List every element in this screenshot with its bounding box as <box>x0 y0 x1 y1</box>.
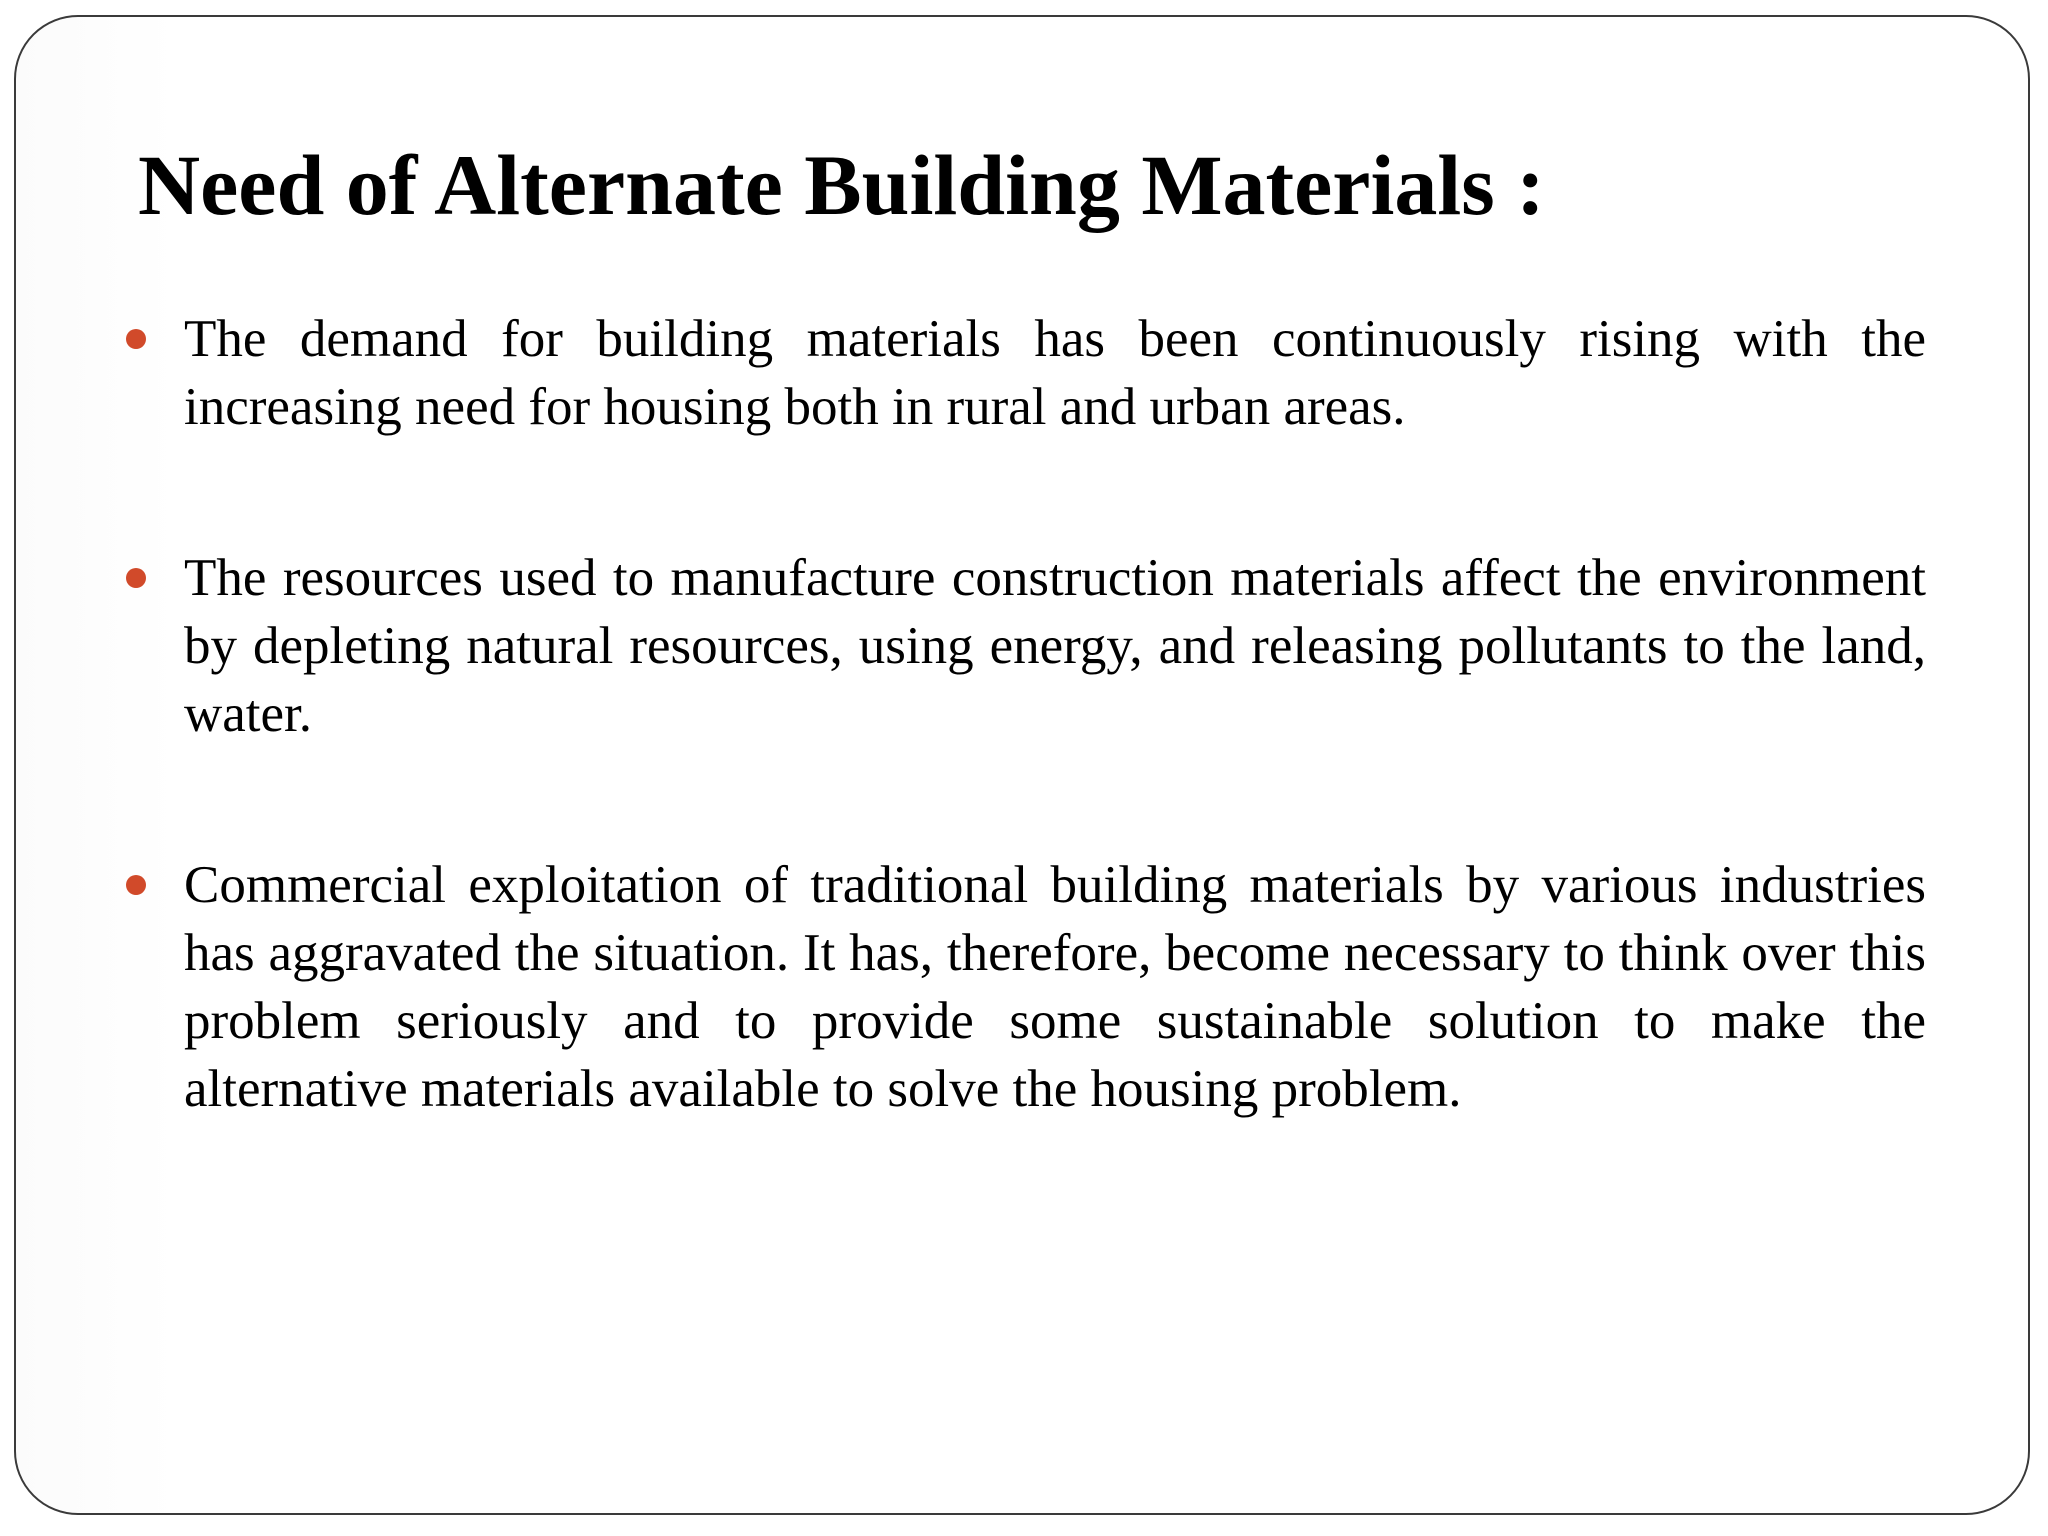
bullet-text: Commercial exploitation of traditional building materials by various industries has aggravated the situation. It has, therefore, become necessary to think over this problem seriously and to provide some sustainable solution to make the alternative materials available to solve the housing problem. <box>184 856 1926 1118</box>
bullet-text: The resources used to manufacture construction materials affect the environment by depleting natural resources, using energy, and releasing pollutants to the land, water. <box>184 549 1926 743</box>
slide-frame <box>14 15 2030 1515</box>
bullet-dot-icon <box>126 329 146 349</box>
bullet-dot-icon <box>126 875 146 895</box>
slide-title: Need of Alternate Building Materials : <box>138 137 1545 233</box>
bullet-item-commercial <box>120 851 1926 1123</box>
bullet-dot-icon <box>126 568 146 588</box>
bullet-item-demand <box>120 305 1926 441</box>
bullet-list <box>120 305 1926 1226</box>
bullet-text: The demand for building materials has been continuously rising with the increasing need for housing both in rural and urban areas. <box>184 310 1926 436</box>
bullet-item-resources <box>120 544 1926 748</box>
